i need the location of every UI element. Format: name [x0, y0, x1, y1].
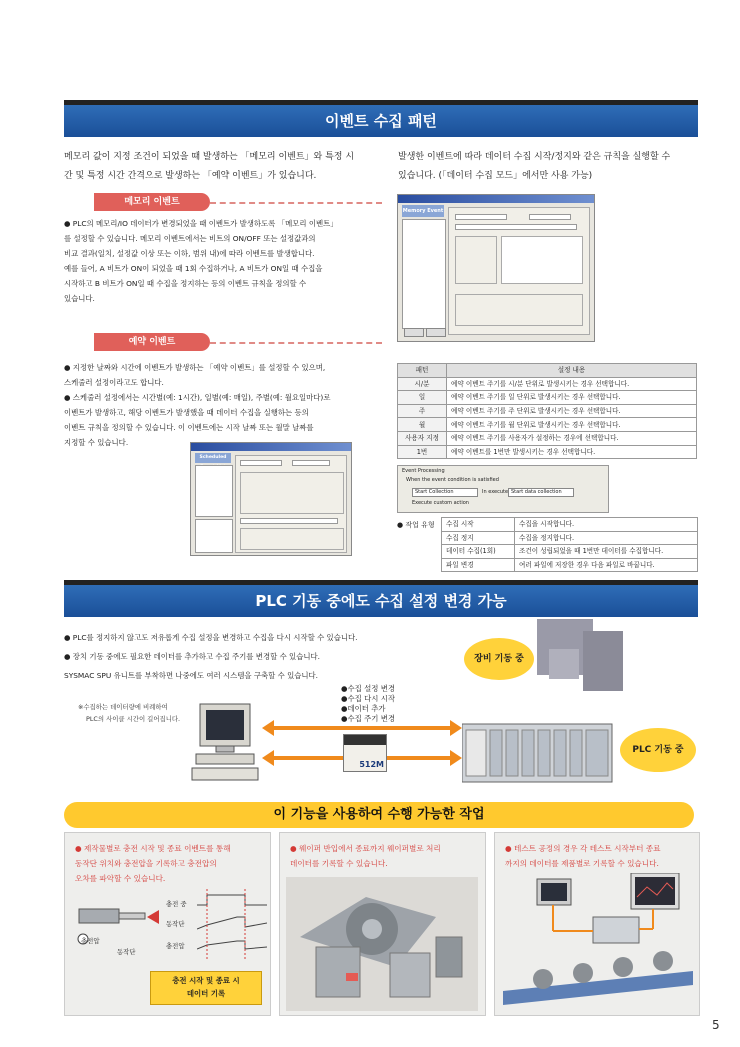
signal-label: 충전 중 — [166, 900, 187, 908]
memory-event-screenshot — [397, 194, 595, 342]
signal-label: 충전압 — [166, 942, 185, 950]
table-cell: 일 — [398, 391, 447, 405]
table-header-row — [398, 364, 697, 378]
change-item: ●수집 주기 변경 — [341, 714, 395, 723]
memory-event-line: 있습니다. — [64, 294, 95, 303]
table-cell: 조건이 성립되었을 때 1번만 데이터를 수집합니다. — [515, 545, 698, 559]
table-cell: 수집을 정지합니다. — [515, 531, 698, 545]
memory-event-text — [64, 216, 384, 306]
panel-line: 데이터를 기록할 수 있습니다. — [290, 859, 388, 868]
change-item: ●데이터 추가 — [341, 704, 386, 713]
panel-line: ● 테스트 공정의 경우 각 테스트 시작부터 종료 — [505, 844, 661, 853]
scheduled-event-text — [64, 360, 394, 450]
screenshot-title: Scheduled — [195, 453, 231, 463]
intro-right-line: 있습니다. (「데이터 수집 모드」에서만 사용 가능) — [398, 171, 593, 181]
panel-line: ● 제작물별로 충전 시작 및 종료 이벤트를 통해 — [75, 844, 231, 853]
record-box-line: 데이터 기록 — [186, 989, 226, 998]
event-processing-dialog — [397, 465, 609, 513]
memory-event-line: 를 설정할 수 있습니다. 메모리 이벤트에서는 비트의 ON/OFF 또는 설정값과의 — [64, 234, 316, 243]
table-row — [442, 518, 698, 532]
action-table — [441, 517, 698, 572]
section-header-plc: PLC 기동 중에도 수집 설정 변경 가능 — [64, 580, 698, 617]
execute-label: In execute — [482, 489, 509, 495]
note-line: ※수집하는 데이터량에 비례하여 — [78, 703, 168, 711]
task-panel-charging — [64, 832, 271, 1016]
memory-event-line: 예를 들어, A 비트가 ON이 되었을 때 1회 수집하거나, A 비트가 ON일 때 수집을 — [64, 264, 323, 273]
change-item: ●수집 다시 시작 — [341, 694, 395, 703]
test-line-illustration — [503, 873, 693, 1009]
device-label: 동작단 — [117, 948, 136, 956]
table-row — [398, 431, 697, 445]
table-row — [398, 377, 697, 391]
panel-line: ● 웨이퍼 반입에서 종료까지 웨이퍼별로 처리 — [290, 844, 441, 853]
record-box — [150, 971, 262, 1005]
table-cell: 예약 이벤트를 1번만 발생시키는 경우 선택합니다. — [447, 445, 697, 459]
table-cell: 예약 이벤트 주기를 시/분 단위로 발생시키는 경우 선택합니다. — [447, 377, 697, 391]
task-panel-test — [494, 832, 700, 1016]
panel-line: 오차를 파악할 수 있습니다. — [75, 874, 166, 883]
panel-text — [75, 841, 231, 886]
table-cell: 수집 시작 — [442, 518, 515, 532]
table-cell: 데이터 수집(1회) — [442, 545, 515, 559]
screenshot-title: Memory Event — [402, 205, 444, 217]
plc-bullet: SYSMAC SPU 유니트를 부착하면 나중에도 여러 시스템을 구축할 수 있습니다. — [64, 671, 319, 680]
pattern-table — [397, 363, 697, 459]
table-cell: 시/분 — [398, 377, 447, 391]
table-row — [398, 418, 697, 432]
intro-left — [64, 148, 384, 186]
condition-label: When the event condition is satisfied — [406, 477, 499, 483]
table-header: 패턴 — [398, 364, 447, 378]
equipment-icon — [527, 615, 637, 695]
divider — [210, 202, 382, 204]
memory-event-line: 시작하고 B 비트가 ON일 때 수집을 정지하는 등의 이벤트 규칙을 정의할 수 — [64, 279, 307, 288]
memory-event-line: ● PLC의 메모리/IO 데이터가 변경되었을 때 이벤트가 발생하도록 「메모리 이벤트」 — [64, 219, 338, 228]
section-header-tasks: 이 기능을 사용하여 수행 가능한 작업 — [64, 802, 694, 828]
note-line: PLC의 사이클 시간이 길어집니다. — [86, 715, 181, 723]
table-cell: 예약 이벤트 주기를 사용자가 설정하는 경우에 선택합니다. — [447, 431, 697, 445]
table-cell: 파일 변경 — [442, 558, 515, 572]
table-row — [442, 558, 698, 572]
card-label: 512M — [359, 760, 384, 769]
signal-label: 동작단 — [166, 920, 185, 928]
table-cell: 여러 파일에 저장한 경우 다음 파일로 바꿉니다. — [515, 558, 698, 572]
event-list-pane — [402, 219, 446, 329]
rule-select[interactable]: Start data collection — [508, 488, 574, 497]
table-row — [398, 445, 697, 459]
action-select[interactable]: Start Collection — [412, 488, 478, 497]
scheduled-event-line: 이벤트 규칙을 정의할 수 있습니다. 이 이벤트에는 시작 날짜 또는 월말 날짜를 — [64, 423, 314, 432]
table-header: 설정 내용 — [447, 364, 697, 378]
intro-left-line: 메모리 값이 지정 조건이 되었을 때 발생하는 「메모리 이벤트」와 특정 시 — [64, 152, 355, 162]
task-panel-wafer — [279, 832, 486, 1016]
plc-bullet: ● 장치 기동 중에도 필요한 데이터를 추가하고 수집 주기를 변경할 수 있습니다. — [64, 652, 320, 661]
scheduled-event-line: ● 스케줄러 설정에서는 시간별(예: 1시간), 일별(예: 매일), 주별(예: 월요일마다)로 — [64, 393, 331, 402]
intro-right — [398, 148, 708, 186]
device-label: 충전압 — [81, 937, 100, 945]
table-cell: 예약 이벤트 주기를 일 단위로 발생시키는 경우 선택합니다. — [447, 391, 697, 405]
memory-card-icon — [343, 734, 387, 772]
settings-pane — [448, 207, 590, 335]
action-type-label: ● 작업 유형 — [397, 521, 435, 529]
table-row — [442, 545, 698, 559]
plc-running-badge: PLC 기동 중 — [620, 728, 696, 772]
intro-right-line: 발생한 이벤트에 따라 데이터 수집 시작/정지와 같은 규칙을 실행할 수 — [398, 152, 671, 162]
table-cell: 월 — [398, 418, 447, 432]
scheduled-event-screenshot — [190, 442, 352, 556]
table-cell: 주 — [398, 404, 447, 418]
panel-line: 동작단 위치와 충전압을 기록하고 충전압의 — [75, 859, 217, 868]
panel-text — [290, 841, 441, 871]
panel-text — [505, 841, 661, 871]
note — [78, 701, 180, 725]
timing-chart — [197, 889, 267, 959]
equipment-running-badge: 장비 기동 중 — [464, 638, 534, 680]
calendar — [195, 519, 233, 553]
table-cell: 사용자 지정 — [398, 431, 447, 445]
table-cell: 수집 정지 — [442, 531, 515, 545]
scheduled-event-line: 이벤트가 발생하고, 해당 이벤트가 발생했을 때 데이터 수집을 실행하는 등의 — [64, 408, 309, 417]
intro-left-line: 간 및 특정 시간 간격으로 발생하는 「예약 이벤트」가 있습니다. — [64, 171, 317, 181]
table-cell: 수집을 시작합니다. — [515, 518, 698, 532]
scheduled-event-line: 스케줄러 설정이라고도 합니다. — [64, 378, 164, 387]
divider — [210, 342, 382, 344]
dialog-title: Event Processing — [402, 468, 445, 474]
plc-bullets — [64, 628, 444, 685]
panel-line: 까지의 데이터를 제품별로 기록할 수 있습니다. — [505, 859, 659, 868]
scheduled-event-label: 예약 이벤트 — [94, 333, 210, 351]
scheduled-event-line: 지정할 수 있습니다. — [64, 438, 129, 447]
custom-action-option[interactable]: Execute custom action — [412, 500, 469, 506]
table-cell: 예약 이벤트 주기를 월 단위로 발생시키는 경우 선택합니다. — [447, 418, 697, 432]
table-cell: 1번 — [398, 445, 447, 459]
wafer-machine-illustration — [286, 877, 478, 1011]
computer-icon — [190, 702, 266, 784]
plc-bullet: ● PLC를 정지하지 않고도 저유롭게 수집 설정을 변경하고 수집을 다시 시작할 수 있습니다. — [64, 633, 358, 642]
plc-rack-icon — [462, 720, 614, 784]
record-box-line: 충전 시작 및 종료 시 — [172, 976, 240, 985]
section-header-event-patterns: 이벤트 수집 패턴 — [64, 100, 698, 137]
table-row — [442, 531, 698, 545]
memory-event-line: 비교 결과(일치, 설정값 이상 또는 이하, 범위 내)에 따라 이벤트를 발생합니다. — [64, 249, 315, 258]
scheduled-event-line: ● 지정한 날짜와 시간에 이벤트가 발생하는 「예약 이벤트」를 설정할 수 있으며, — [64, 363, 326, 372]
table-row — [398, 404, 697, 418]
page-number: 5 — [712, 1018, 720, 1032]
table-row — [398, 391, 697, 405]
table-cell: 예약 이벤트 주기를 주 단위로 발생시키는 경우 선택합니다. — [447, 404, 697, 418]
change-item: ●수집 설정 변경 — [341, 684, 395, 693]
memory-event-label: 메모리 이벤트 — [94, 193, 210, 211]
